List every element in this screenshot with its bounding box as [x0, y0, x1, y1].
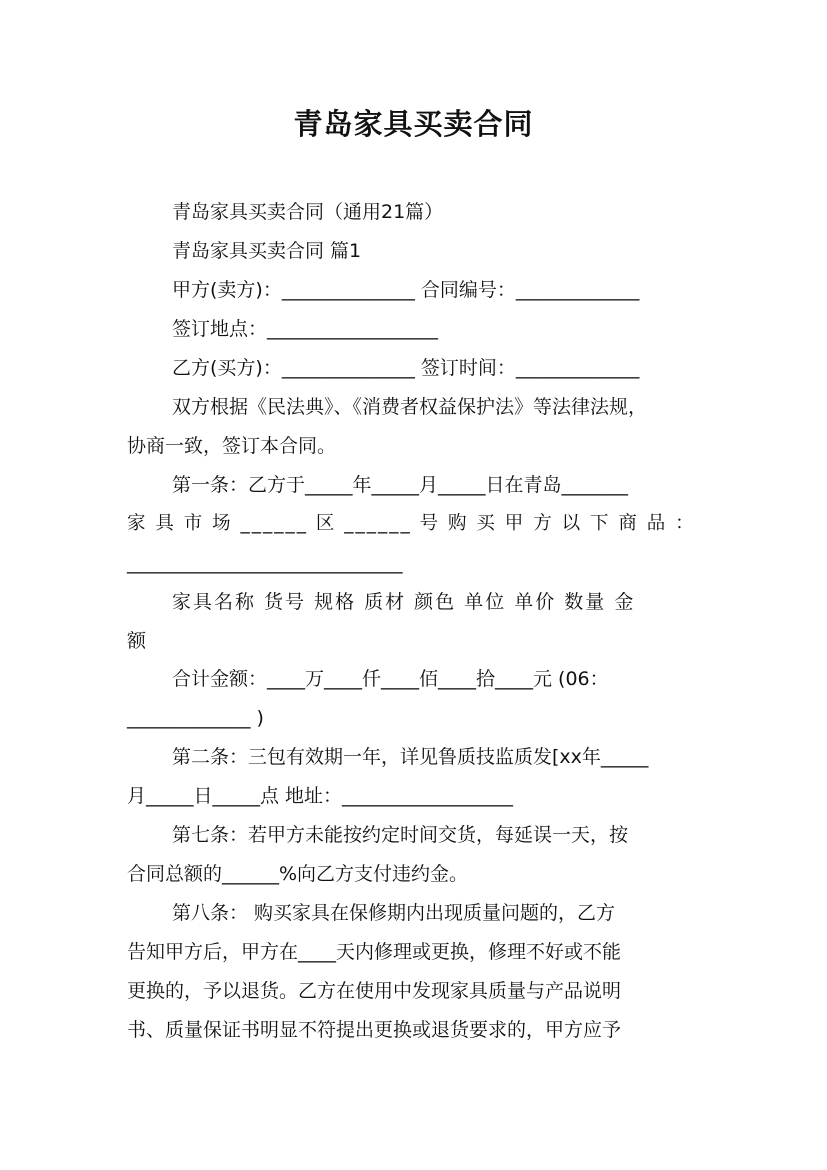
doc-line-18: 合同总额的______%向乙方支付违约金。 [127, 863, 469, 885]
doc-line-20: 告知甲方后，甲方在____天内修理或更换，修理不好或不能 [127, 941, 622, 963]
doc-line-13: 合计金额：____万____仟____佰____拾____元 (06： [172, 668, 609, 690]
doc-line-8: 第一条：乙方于_____年_____月_____日在青岛_______ [172, 474, 629, 496]
doc-line-10: _____________________________ [127, 552, 403, 574]
doc-line-5: 乙方(买方)：______________ 签订时间：_____________ [172, 357, 640, 379]
doc-line-4: 签订地点：__________________ [172, 318, 439, 340]
doc-line-1: 青岛家具买卖合同（通用21篇） [172, 201, 444, 223]
doc-line-11: 家具名称 货号 规格 质材 颜色 单位 单价 数量 金 [172, 591, 636, 613]
doc-line-15: 第二条：三包有效期一年，详见鲁质技监质发[xx年_____ [172, 746, 649, 768]
doc-line-12: 额 [127, 630, 147, 652]
doc-line-17: 第七条：若甲方未能按约定时间交货，每延误一天，按 [172, 824, 629, 846]
doc-line-19: 第八条： 购买家具在保修期内出现质量问题的，乙方 [172, 902, 616, 924]
document-title: 青岛家具买卖合同 [293, 107, 534, 141]
doc-line-2: 青岛家具买卖合同 篇1 [172, 240, 362, 262]
doc-line-7: 协商一致，签订本合同。 [127, 435, 337, 457]
doc-line-21: 更换的，予以退货。乙方在使用中发现家具质量与产品说明 [127, 980, 622, 1002]
doc-line-3: 甲方(卖方)：______________ 合同编号：_____________ [172, 279, 640, 301]
doc-line-22: 书、质量保证书明显不符提出更换或退货要求的，甲方应予 [127, 1019, 622, 1041]
doc-line-16: 月_____日_____点 地址：__________________ [127, 785, 514, 807]
doc-line-14: _____________ ) [127, 707, 264, 729]
doc-line-9: 家 具 市 场 ______ 区 ______ 号 购 买 甲 方 以 下 商 品 ： [127, 513, 696, 534]
doc-line-6: 双方根据《民法典》、《消费者权益保护法》等法律法规， [172, 396, 648, 418]
